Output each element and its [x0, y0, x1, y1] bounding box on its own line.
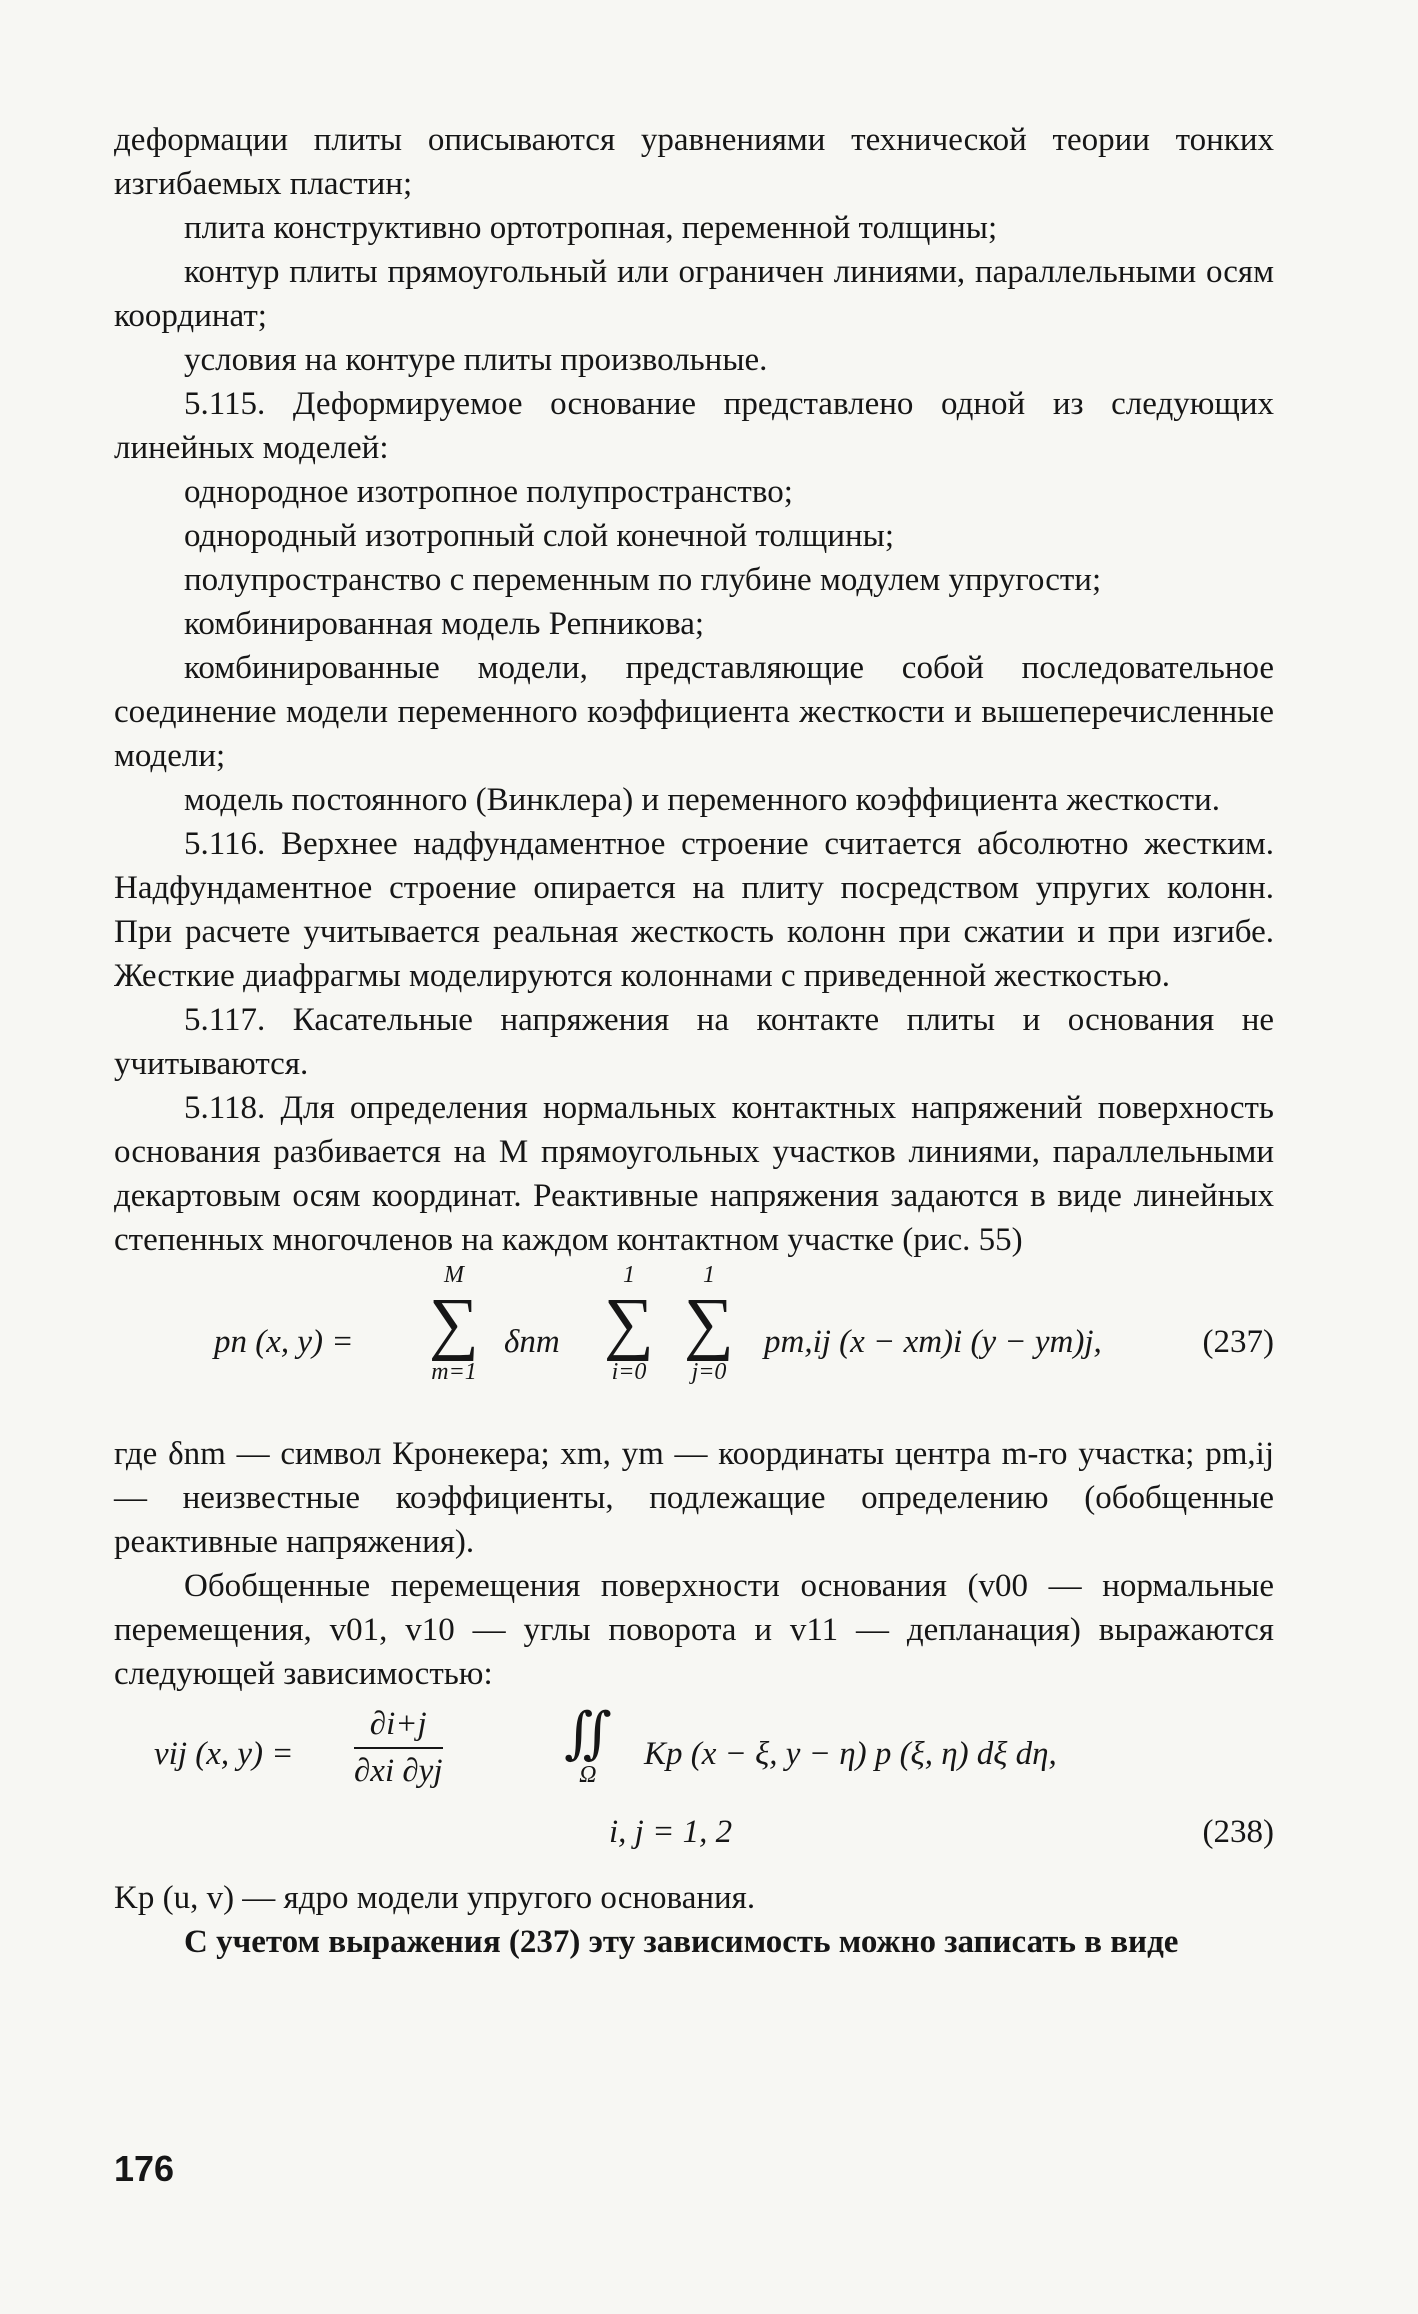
- section-paragraph: 5.117. Касательные напряжения на контакте плиты и основания не учитываются.: [114, 1002, 1274, 1082]
- integral-domain: Ω: [579, 1762, 597, 1788]
- sum-lower-limit: m=1: [431, 1359, 477, 1385]
- eq238-indices: i, j = 1, 2: [609, 1814, 733, 1850]
- eq237-lhs: pn (x, y) =: [214, 1324, 354, 1360]
- sum-upper-limit: 1: [703, 1262, 715, 1288]
- paragraph: С учетом выражения (237) эту зависимость можно записать в виде: [184, 1924, 1179, 1960]
- list-item: полупространство с переменным по глубине модулем упругости;: [184, 562, 1102, 598]
- list-item: комбинированные модели, представляющие собой последовательное соединение модели переменного коэффициента жесткости и вышеперечисленные модели;: [114, 650, 1274, 774]
- fraction-numerator: ∂i+j: [354, 1706, 443, 1749]
- paragraph: Kp (u, v) — ядро модели упругого основания.: [114, 1880, 756, 1916]
- list-item: однородное изотропное полупространство;: [184, 474, 793, 510]
- double-integral-symbol: ∬: [564, 1703, 612, 1765]
- fraction-denominator: ∂xi ∂yj: [354, 1753, 443, 1789]
- sum-symbol: ∑: [684, 1285, 734, 1362]
- paragraph: где δnm — символ Кронекера; xm, ym — координаты центра m-го участка; pm,ij — неизвестные коэффициенты, подлежащие определению (обобщенные реактивные напряжения).: [114, 1436, 1274, 1560]
- list-item: модель постоянного (Винклера) и переменного коэффициента жесткости.: [184, 782, 1220, 818]
- equation-238: [114, 1696, 1274, 1876]
- sum-upper-limit: 1: [623, 1262, 635, 1288]
- paragraph: Обобщенные перемещения поверхности основания (v00 — нормальные перемещения, v01, v10 — углы поворота и v11 — депланация) выражаются следующей зависимостью:: [114, 1568, 1274, 1692]
- page-body: [114, 118, 1274, 1964]
- paragraph: деформации плиты описываются уравнениями технической теории тонких изгибаемых пластин;: [114, 122, 1274, 202]
- sum-symbol: ∑: [604, 1285, 654, 1362]
- derivative-fraction: [354, 1706, 443, 1790]
- paragraph: плита конструктивно ортотропная, переменной толщины;: [184, 210, 998, 246]
- sum-symbol: ∑: [429, 1285, 479, 1362]
- eq237-term1: δnm: [504, 1324, 560, 1360]
- sum-lower-limit: j=0: [691, 1359, 727, 1385]
- page-number: 176: [114, 2148, 175, 2189]
- section-paragraph: 5.116. Верхнее надфундаментное строение считается абсолютно жестким. Надфундаментное строение опирается на плиту посредством упругих колонн. При расчете учитывается реальная жесткость колонн при сжатии и при изгибе. Жесткие диафрагмы моделируются колоннами с приведенной жесткостью.: [114, 826, 1274, 994]
- equation-number: (238): [1202, 1814, 1274, 1850]
- sum-lower-limit: i=0: [611, 1359, 647, 1385]
- paragraph: условия на контуре плиты произвольные.: [184, 342, 768, 378]
- sum-upper-limit: M: [444, 1262, 464, 1288]
- equation-number: (237): [1202, 1324, 1274, 1360]
- section-paragraph: 5.115. Деформируемое основание представлено одной из следующих линейных моделей:: [114, 386, 1274, 466]
- equation-237: [114, 1262, 1274, 1432]
- eq237-term2: pm,ij (x − xm)i (y − ym)j,: [764, 1324, 1102, 1360]
- paragraph: контур плиты прямоугольный или ограничен линиями, параллельными осям координат;: [114, 254, 1274, 334]
- eq238-lhs: vij (x, y) =: [154, 1736, 294, 1772]
- list-item: однородный изотропный слой конечной толщины;: [184, 518, 894, 554]
- list-item: комбинированная модель Репникова;: [184, 606, 705, 642]
- eq238-integrand: Kp (x − ξ, y − η) p (ξ, η) dξ dη,: [644, 1736, 1057, 1772]
- section-paragraph: 5.118. Для определения нормальных контактных напряжений поверхность основания разбивается на M прямоугольных участков линиями, параллельными декартовым осям координат. Реактивные напряжения задаются в виде линейных степенных многочленов на каждом контактном участке (рис. 55): [114, 1090, 1274, 1258]
